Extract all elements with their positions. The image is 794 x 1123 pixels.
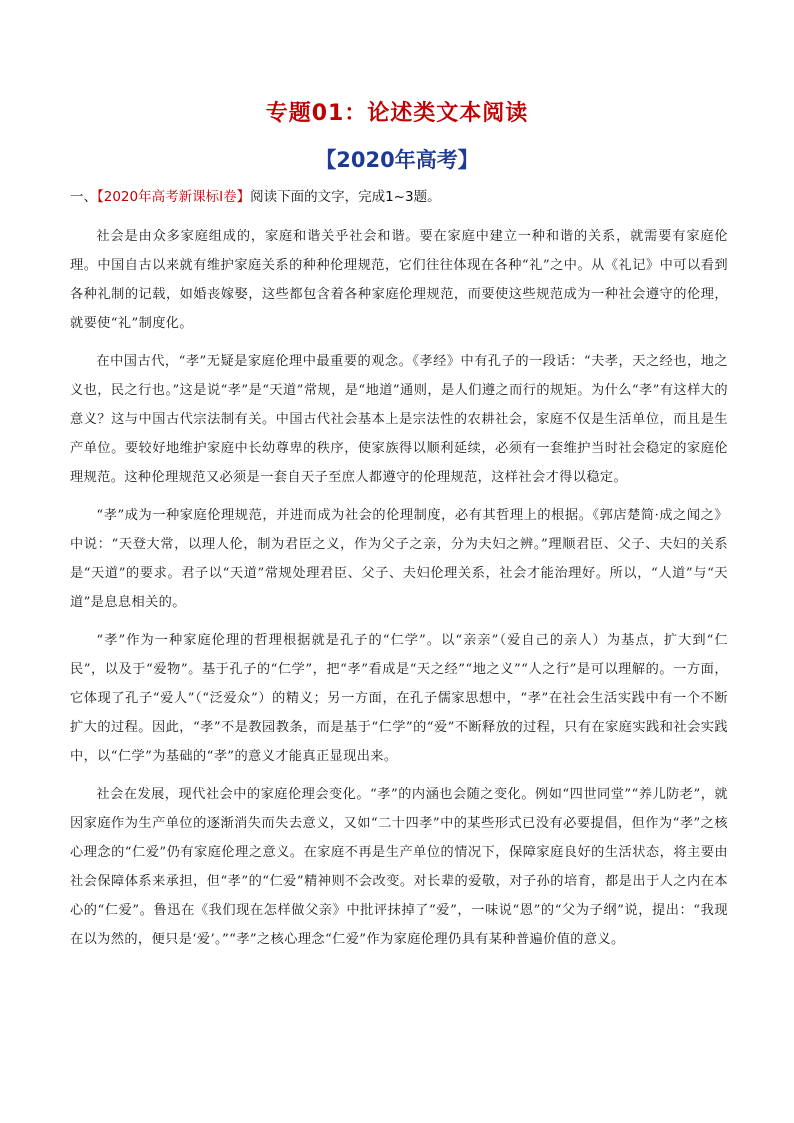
- passage-paragraph-2: 在中国古代，“孝”无疑是家庭伦理中最重要的观念。《孝经》中有孔子的一段话：“夫孝，天之经也，地之义也，民之行也。”这是说“孝”是“天道”常规，是“地道”通则，是人们遵之而行的规矩。为什么“孝”有这样大的意义？这与中国古代宗法制有关。中国古代社会基本上是宗法性的农耕社会，家庭不仅是生活单位，而且是生产单位。要较好地维护家庭中长幼尊卑的秩序，使家族得以顺利延续，必须有一套维护当时社会稳定的家庭伦理规范。这种伦理规范又必须是一套自天子至庶人都遵守的伦理规范，这样社会才得以稳定。: [70, 354, 728, 485]
- question-heading: [70, 185, 730, 205]
- question-instruction: 阅读下面的文字，完成1~3题。: [250, 189, 441, 205]
- passage-paragraph-3: “孝”成为一种家庭伦理规范，并进而成为社会的伦理制度，必有其哲理上的根据。《郭店楚简·成之闻之》中说：“天登大常，以理人伦，制为君臣之义，作为父子之亲，分为夫妇之辨。”理顺君臣、父子、夫妇的关系是“天道”的要求。君子以“天道”常规处理君臣、父子、夫妇伦理关系，社会才能治理好。所以，“人道”与“天道”是息息相关的。: [70, 508, 728, 610]
- passage-paragraph-4: “孝”作为一种家庭伦理的哲理根据就是孔子的“仁学”。以“亲亲”（爱自己的亲人）为基点，扩大到“仁民”，以及于“爱物”。基于孔子的“仁学”，把“孝”看成是“天之经”“地之义”“人之行”是可以理解的。一方面，它体现了孔子“爱人”（“泛爱众”）的精义；另一方面，在孔子儒家思想中，“孝”在社会生活实践中有一个不断扩大的过程。因此，“孝”不是教园教条，而是基于“仁学”的“爱”不断释放的过程，只有在家庭实践和社会实践中，以“仁学”为基础的“孝”的意义才能真正显现出来。: [70, 633, 728, 764]
- passage-paragraph-1: 社会是由众多家庭组成的，家庭和谐关乎社会和谐。要在家庭中建立一种和谐的关系，就需要有家庭伦理。中国自古以来就有维护家庭关系的种种伦理规范，它们往往体现在各种“礼”之中。从《礼记》中可以看到各种礼制的记载，如婚丧嫁娶，这些都包含着各种家庭伦理规范，而要使这些规范成为一种社会遵守的伦理，就要使“礼”制度化。: [70, 229, 728, 331]
- question-number: 一、: [70, 189, 97, 205]
- section-subtitle: 【2020年高考】: [315, 148, 479, 172]
- question-source: 【2020年高考新课标Ⅰ卷】: [97, 189, 251, 205]
- passage-paragraph-5: 社会在发展，现代社会中的家庭伦理会变化。“孝”的内涵也会随之变化。例如“四世同堂”“养儿防老”，就因家庭作为生产单位的逐渐消失而失去意义，又如“二十四孝”中的某些形式已没有必要提倡，但作为“孝”之核心理念的“仁爱”仍有家庭伦理之意义。在家庭不再是生产单位的情况下，保障家庭良好的生活状态，将主要由社会保障体系来承担，但“孝”的“仁爱”精神则不会改变。对长辈的爱敬，对子孙的培育，都是出于人之内在本心的“仁爱”。鲁迅在《我们现在怎样做父亲》中批评抹掉了“爱”，一味说“恩”的“父为子纲”说，提出：“我现在以为然的，便只是‘爱’。”“孝”之核心理念“仁爱”作为家庭伦理仍具有某种普遍价值的意义。: [70, 787, 728, 947]
- passage-body: [70, 222, 728, 963]
- page-title: 专题01：论述类文本阅读: [265, 101, 529, 126]
